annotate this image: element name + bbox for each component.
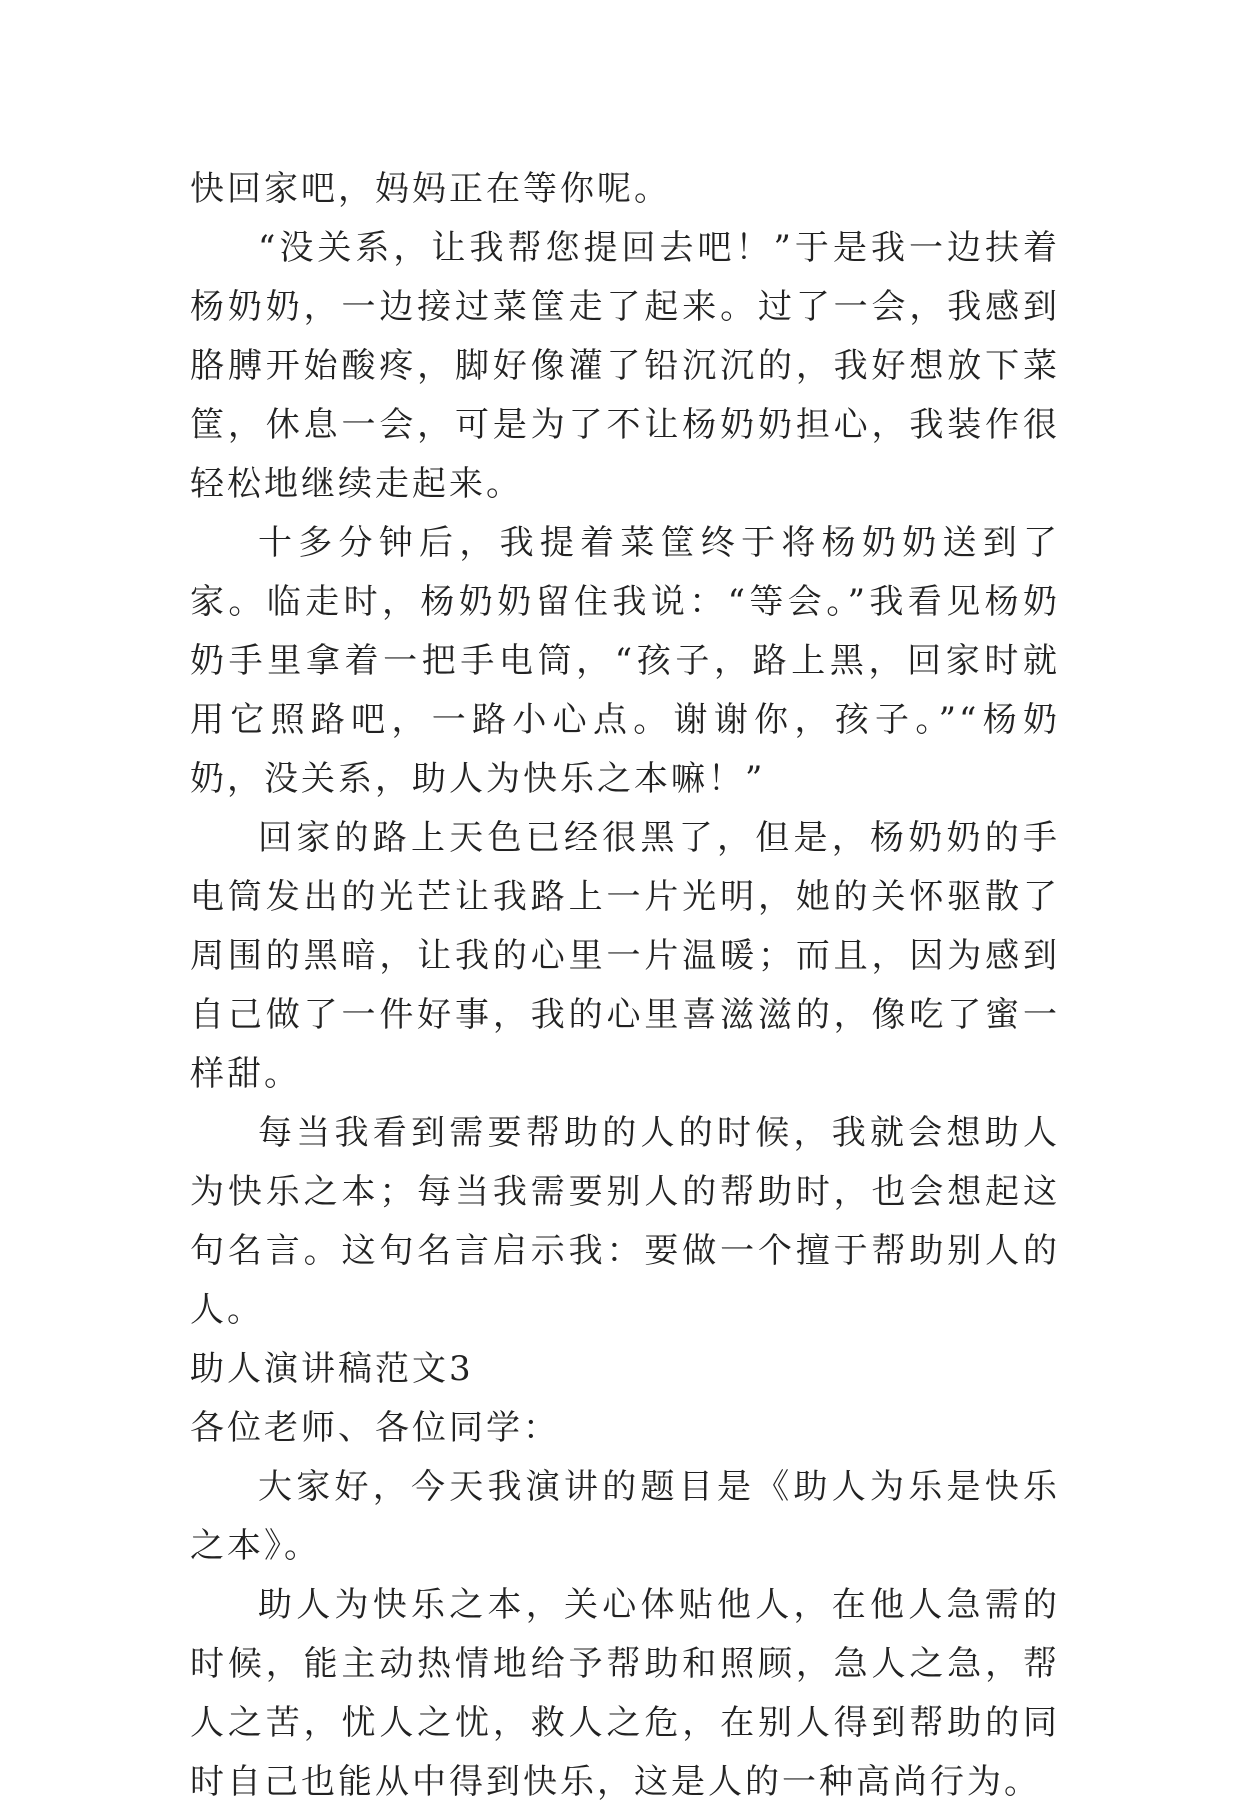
paragraph: 大家好，今天我演讲的题目是《助人为乐是快乐之本》。 [190, 1467, 1060, 1566]
salutation: 各位老师、各位同学： [190, 1408, 560, 1448]
paragraph: 每当我看到需要帮助的人的时候，我就会想助人为快乐之本；每当我需要别人的帮助时，也会想起这句名言。这句名言启示我：要做一个擅于帮助别人的人。 [190, 1113, 1060, 1330]
section-heading: 助人演讲稿范文3 [190, 1349, 474, 1389]
paragraph: “没关系，让我帮您提回去吧！”于是我一边扶着杨奶奶，一边接过菜筐走了起来。过了一会，我感到胳膊开始酸疼，脚好像灌了铅沉沉的，我好想放下菜筐，休息一会，可是为了不让杨奶奶担心，我装作很轻松地继续走起来。 [190, 228, 1060, 504]
paragraph: 助人为快乐之本，关心体贴他人，在他人急需的时候，能主动热情地给予帮助和照顾，急人之急，帮人之苦，忧人之忧，救人之危，在别人得到帮助的同时自己也能从中得到快乐，这是人的一种高尚行为。 [190, 1585, 1060, 1802]
paragraph: 回家的路上天色已经很黑了，但是，杨奶奶的手电筒发出的光芒让我路上一片光明，她的关怀驱散了周围的黑暗，让我的心里一片温暖；而且，因为感到自己做了一件好事，我的心里喜滋滋的，像吃了蜜一样甜。 [190, 818, 1060, 1094]
paragraph: 快回家吧，妈妈正在等你呢。 [190, 169, 671, 209]
paragraph: 十多分钟后，我提着菜筐终于将杨奶奶送到了家。临走时，杨奶奶留住我说：“等会。”我看见杨奶奶手里拿着一把手电筒，“孩子，路上黑，回家时就用它照路吧，一路小心点。谢谢你，孩子。”“杨奶奶，没关系，助人为快乐之本嘛！” [190, 523, 1060, 799]
document-body [190, 160, 1060, 1812]
